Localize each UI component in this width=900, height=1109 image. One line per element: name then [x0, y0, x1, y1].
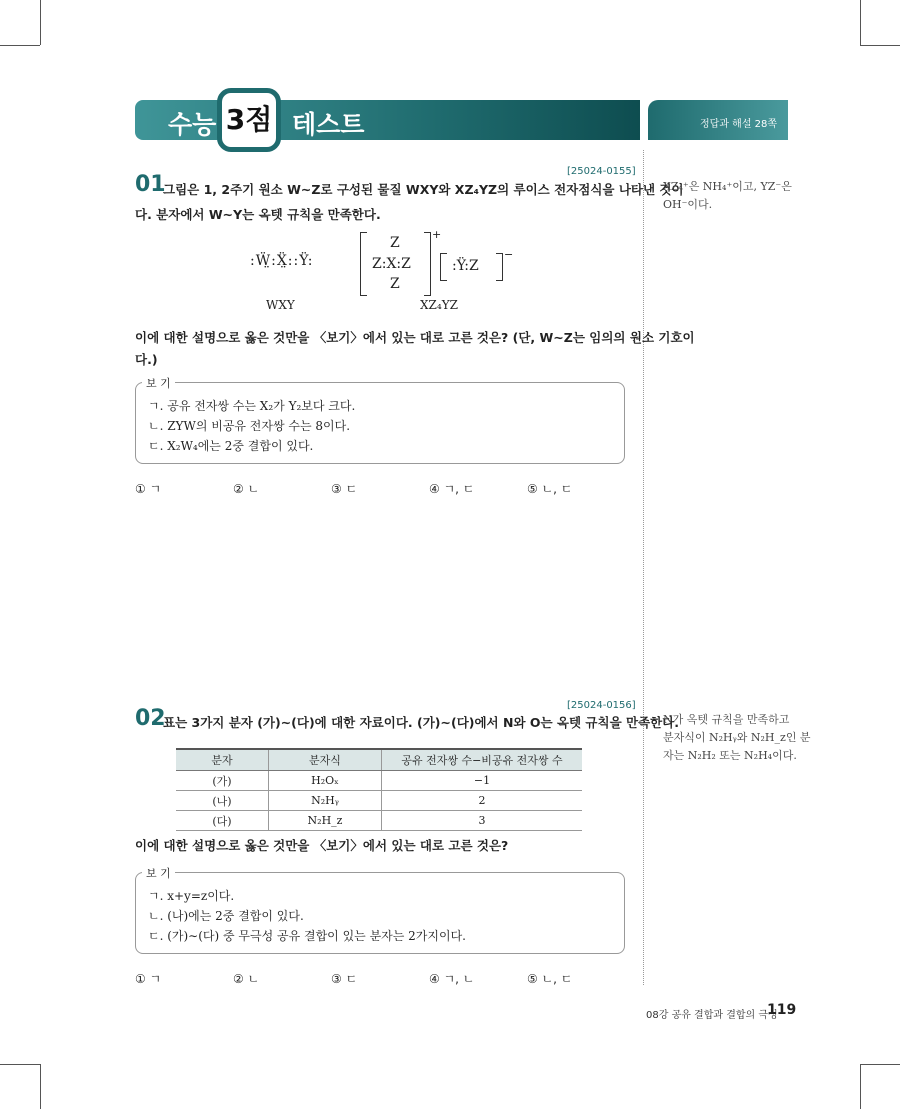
header-title-right: 테스트: [292, 110, 365, 139]
table-header-row: [176, 749, 582, 771]
q2-choice-2[interactable]: ② ㄴ: [233, 972, 260, 986]
q2-bogi-label: 보 기: [142, 865, 175, 881]
table-cell: 3: [382, 811, 583, 831]
q2-number: 02: [135, 706, 166, 731]
q1-statement: ㄴ. ZYW의 비공유 전자쌍 수는 8이다.: [148, 419, 351, 433]
q1-number: 01: [135, 172, 166, 197]
q1-question-line2: 다.): [135, 352, 158, 367]
q1-text-line1: 그림은 1, 2주기 원소 W∼Z로 구성된 물질 WXY와 XZ₄YZ의 루이스 전자점식을 나타낸 것이: [163, 182, 684, 197]
crop-mark: [40, 1064, 41, 1109]
table-cell: (가): [176, 771, 269, 791]
q1-choice-5[interactable]: ⑤ ㄴ, ㄷ: [527, 482, 573, 496]
q1-side-note-line1: XZ₄⁺은 NH₄⁺이고, YZ⁻은: [663, 180, 792, 193]
q2-data-table: [176, 748, 582, 831]
table-cell: (다): [176, 811, 269, 831]
q2-statement: ㄱ. x+y=z이다.: [148, 889, 235, 903]
q1-choice-3[interactable]: ③ ㄷ: [331, 482, 358, 496]
label-wxy: WXY: [266, 298, 295, 312]
answer-reference: 정답과 해설 28쪽: [700, 119, 778, 130]
lewis-wxy: :Ẅ̤:Ẍ̤::Ÿ:: [250, 253, 314, 269]
header-title-left: 수능: [168, 110, 217, 139]
table-row: [176, 811, 582, 831]
table-cell: (나): [176, 791, 269, 811]
q1-bogi-label: 보 기: [142, 375, 175, 391]
q2-choice-4[interactable]: ④ ㄱ, ㄴ: [429, 972, 475, 986]
column-header: 공유 전자쌍 수−비공유 전자쌍 수: [382, 749, 583, 771]
header-title-badge: 3점: [217, 88, 281, 152]
bracket-right: [496, 253, 503, 281]
q2-ref-code: [25024-0156]: [567, 700, 636, 711]
q1-choice-2[interactable]: ② ㄴ: [233, 482, 260, 496]
bracket-right: [424, 232, 431, 296]
label-xz4yz: XZ₄YZ: [420, 298, 458, 312]
charge-plus: +: [432, 228, 442, 241]
crop-mark: [860, 1064, 861, 1109]
lewis-anion: :Ÿ:Z: [452, 258, 479, 274]
page-number: 119: [767, 1002, 797, 1018]
table-row: [176, 791, 582, 811]
q1-side-note-line2: OH⁻이다.: [663, 198, 713, 211]
crop-mark: [0, 1064, 40, 1065]
table-cell: 2: [382, 791, 583, 811]
column-header: 분자식: [269, 749, 382, 771]
q2-statement: ㄴ. (나)에는 2중 결합이 있다.: [148, 909, 304, 923]
q1-text-line2: 다. 분자에서 W∼Y는 옥텟 규칙을 만족한다.: [135, 207, 381, 222]
crop-mark: [40, 0, 41, 45]
crop-mark: [860, 0, 861, 45]
q2-choice-3[interactable]: ③ ㄷ: [331, 972, 358, 986]
q2-side-note-line: 자는 N₂H₂ 또는 N₂H₄이다.: [663, 749, 797, 762]
table-cell: −1: [382, 771, 583, 791]
q1-choice-1[interactable]: ① ㄱ: [135, 482, 162, 496]
bracket-left: [440, 253, 447, 281]
q1-choice-4[interactable]: ④ ㄱ, ㄷ: [429, 482, 475, 496]
q1-statement: ㄷ. X₂W₄에는 2중 결합이 있다.: [148, 439, 314, 453]
q2-choice-1[interactable]: ① ㄱ: [135, 972, 162, 986]
q2-question: 이에 대한 설명으로 옳은 것만을 〈보기〉에서 있는 대로 고른 것은?: [135, 838, 509, 853]
lewis-center: Z:X:Z: [372, 256, 411, 272]
table-row: [176, 771, 582, 791]
q1-ref-code: [25024-0155]: [567, 166, 636, 177]
q2-side-note-line: N가 옥텟 규칙을 만족하고: [663, 713, 790, 726]
column-divider: [643, 150, 644, 985]
q2-choice-5[interactable]: ⑤ ㄴ, ㄷ: [527, 972, 573, 986]
table-cell: N₂Hᵧ: [269, 791, 382, 811]
footer-chapter: 08강 공유 결합과 결합의 극성: [646, 1010, 778, 1021]
q1-statement: ㄱ. 공유 전자쌍 수는 X₂가 Y₂보다 크다.: [148, 399, 356, 413]
table-cell: H₂Oₓ: [269, 771, 382, 791]
q2-statement: ㄷ. (가)∼(다) 중 무극성 공유 결합이 있는 분자는 2가지이다.: [148, 929, 466, 943]
table-cell: N₂H_z: [269, 811, 382, 831]
q1-question-line1: 이에 대한 설명으로 옳은 것만을 〈보기〉에서 있는 대로 고른 것은? (단, W∼Z는 임의의 원소 기호이: [135, 330, 695, 345]
q2-text: 표는 3가지 분자 (가)∼(다)에 대한 자료이다. (가)∼(다)에서 N와 O는 옥텟 규칙을 만족한다.: [163, 715, 680, 730]
lewis-top-z: Z: [390, 235, 400, 251]
charge-minus: −: [504, 248, 514, 261]
crop-mark: [860, 45, 900, 46]
lewis-bottom-z: Z: [390, 276, 400, 292]
crop-mark: [0, 45, 40, 46]
crop-mark: [860, 1064, 900, 1065]
bracket-left: [360, 232, 367, 296]
column-header: 분자: [176, 749, 269, 771]
q2-side-note-line: 분자식이 N₂Hᵧ와 N₂H_z인 분: [663, 731, 811, 744]
